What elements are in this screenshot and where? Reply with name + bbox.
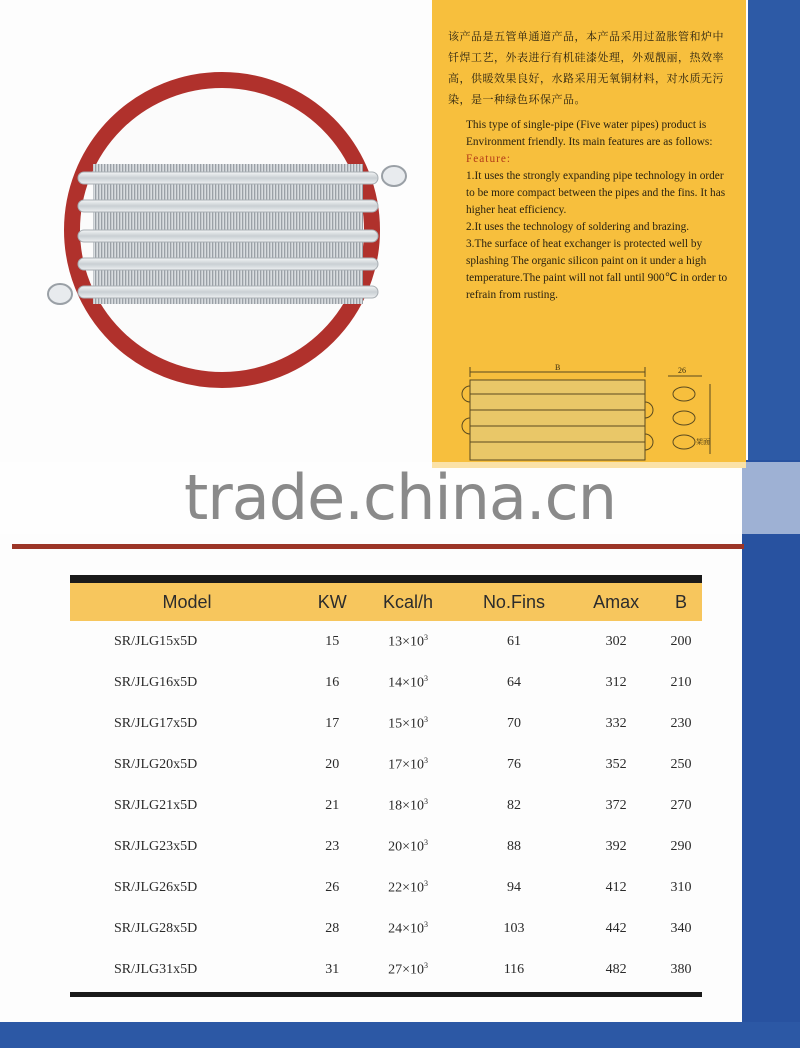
cell-model: SR/JLG21x5D xyxy=(114,797,198,813)
table-row xyxy=(70,949,702,990)
cell-kcal: $14\times 10^3$ xyxy=(388,673,428,691)
description-english xyxy=(448,117,732,304)
cell-amax: 392 xyxy=(605,838,627,854)
cell-kcal: $13\times 10^3$ xyxy=(388,632,428,650)
header-amax: Amax xyxy=(572,583,660,621)
cell-kcal: $24\times 10^3$ xyxy=(388,919,428,937)
cell-fins: 70 xyxy=(506,715,521,731)
cell-amax: 312 xyxy=(605,674,627,690)
table-row xyxy=(70,744,702,785)
intro-text: This type of single-pipe (Five water pipes) product is Environment friendly. Its main features are as follows: xyxy=(466,119,713,148)
cell-kcal: $17\times 10^3$ xyxy=(388,755,428,773)
inlet-fitting xyxy=(382,166,406,186)
cell-model: SR/JLG16x5D xyxy=(114,674,198,690)
table-row xyxy=(70,908,702,949)
cell-amax: 352 xyxy=(605,756,627,772)
cell-fins: 88 xyxy=(506,838,521,854)
outlet-fitting xyxy=(48,284,72,304)
feature-item: 3.The surface of heat exchanger is protected well by splashing The organic silicon paint on it under a high temperature.The paint will not fall until 900℃ in order to refrain from rusting. xyxy=(466,238,728,301)
cell-model: SR/JLG31x5D xyxy=(114,961,198,977)
cell-amax: 412 xyxy=(605,879,627,895)
dimension-label-side: 架面 xyxy=(696,438,710,446)
cell-kcal: $15\times 10^3$ xyxy=(388,714,428,732)
cell-b: 250 xyxy=(670,756,692,772)
cell-fins: 82 xyxy=(506,797,521,813)
cell-kcal: $20\times 10^3$ xyxy=(388,837,428,855)
cell-kw: 23 xyxy=(325,838,340,854)
watermark-text: trade.china.cn xyxy=(184,461,616,534)
table-row xyxy=(70,621,702,662)
dimension-label-26: 26 xyxy=(678,366,686,375)
cell-kw: 21 xyxy=(325,797,340,813)
cell-amax: 482 xyxy=(605,961,627,977)
cell-model: SR/JLG28x5D xyxy=(114,920,198,936)
table-row xyxy=(70,662,702,703)
description-chinese: 该产品是五管单通道产品，本产品采用过盈胀管和炉中钎焊工艺，外表进行有机硅漆处理，外观靓丽，热效率高，供暖效果良好，水路采用无氧铜材料，对水质无污染，是一种绿色环保产品。 xyxy=(448,30,724,106)
table-top-rule xyxy=(70,575,702,583)
feature-label: Feature: xyxy=(466,153,512,165)
cell-b: 210 xyxy=(670,674,692,690)
header-fins: No.Fins xyxy=(456,583,573,621)
cell-kcal: $18\times 10^3$ xyxy=(388,796,428,814)
right-blue-border-lower xyxy=(742,460,800,1048)
cell-kw: 16 xyxy=(325,674,340,690)
cell-kcal: $27\times 10^3$ xyxy=(388,960,428,978)
cell-kw: 20 xyxy=(325,756,340,772)
dimension-label-b: B xyxy=(555,364,561,372)
cell-model: SR/JLG26x5D xyxy=(114,879,198,895)
spec-table xyxy=(70,583,702,990)
table-bottom-rule xyxy=(70,992,702,997)
cell-b: 290 xyxy=(670,838,692,854)
cell-model: SR/JLG15x5D xyxy=(114,633,198,649)
table-row xyxy=(70,785,702,826)
header-kw: KW xyxy=(304,583,361,621)
cell-kw: 28 xyxy=(325,920,340,936)
cell-amax: 332 xyxy=(605,715,627,731)
section-divider xyxy=(12,544,744,549)
header-model: Model xyxy=(70,583,304,621)
cell-fins: 64 xyxy=(506,674,521,690)
cell-model: SR/JLG17x5D xyxy=(114,715,198,731)
cell-b: 270 xyxy=(670,797,692,813)
cell-fins: 76 xyxy=(506,756,521,772)
cell-kw: 15 xyxy=(325,633,340,649)
dimension-diagram xyxy=(440,364,740,464)
table-row xyxy=(70,867,702,908)
table-row xyxy=(70,826,702,867)
cell-b: 230 xyxy=(670,715,692,731)
cell-fins: 61 xyxy=(506,633,521,649)
cell-model: SR/JLG23x5D xyxy=(114,838,198,854)
cell-amax: 302 xyxy=(605,633,627,649)
cell-fins: 94 xyxy=(506,879,521,895)
bottom-blue-border xyxy=(0,1022,800,1048)
cell-kcal: $22\times 10^3$ xyxy=(388,878,428,896)
cell-fins: 116 xyxy=(503,961,525,977)
cell-model: SR/JLG20x5D xyxy=(114,756,198,772)
cell-b: 200 xyxy=(670,633,692,649)
cell-b: 310 xyxy=(670,879,692,895)
cell-amax: 372 xyxy=(605,797,627,813)
header-kcal: Kcal/h xyxy=(361,583,456,621)
cell-b: 340 xyxy=(670,920,692,936)
cell-amax: 442 xyxy=(605,920,627,936)
product-photo xyxy=(38,72,408,392)
cell-kw: 26 xyxy=(325,879,340,895)
feature-item: 1.It uses the strongly expanding pipe technology in order to be more compact between the pipes and the fins. It has higher heat efficiency. xyxy=(466,170,726,216)
cell-fins: 103 xyxy=(503,920,525,936)
table-header-row xyxy=(70,583,702,621)
header-b: B xyxy=(660,583,702,621)
cell-b: 380 xyxy=(670,961,692,977)
cell-kw: 31 xyxy=(325,961,340,977)
spec-table-container xyxy=(70,575,702,997)
feature-item: 2.It uses the technology of soldering and brazing. xyxy=(466,221,690,233)
table-row xyxy=(70,703,702,744)
cell-kw: 17 xyxy=(325,715,340,731)
